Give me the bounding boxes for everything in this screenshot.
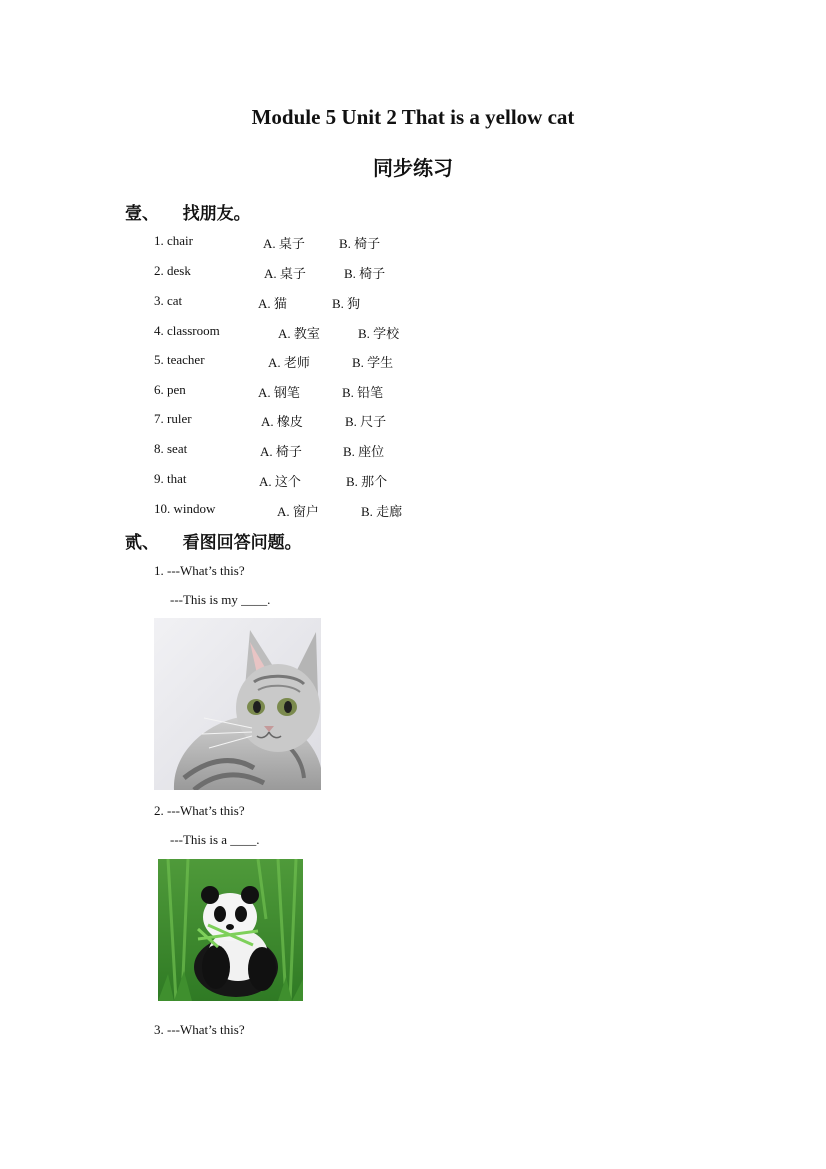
item-word: 5. teacher (154, 352, 205, 367)
cat-photo (154, 618, 321, 790)
option-b: B. 学校 (358, 326, 400, 341)
option-b: B. 椅子 (344, 266, 386, 281)
option-b: B. 尺子 (345, 414, 387, 429)
option-a: A. 钢笔 (258, 385, 300, 400)
option-a: A. 猫 (258, 296, 287, 311)
option-b: B. 学生 (352, 355, 394, 370)
item-word: 6. pen (154, 382, 186, 397)
item-word: 10. window (154, 501, 216, 516)
question-3: 3. ---What’s this? (154, 1022, 245, 1037)
option-a: A. 桌子 (263, 236, 305, 251)
option-b: B. 椅子 (339, 236, 381, 251)
answer-2: ---This is a ____. (170, 832, 260, 847)
page-title: Module 5 Unit 2 That is a yellow cat (251, 105, 575, 129)
item-word: 7. ruler (154, 411, 192, 426)
option-a: A. 这个 (259, 474, 301, 489)
item-word: 3. cat (154, 293, 183, 308)
item-word: 8. seat (154, 441, 188, 456)
item-word: 2. desk (154, 263, 191, 278)
option-a: A. 窗户 (277, 504, 319, 519)
panda-illustration (158, 859, 303, 1001)
item-word: 1. chair (154, 233, 193, 248)
cat-illustration (154, 618, 321, 790)
option-b: B. 走廊 (361, 504, 403, 519)
section-2-heading: 贰、 看图回答问题。 (125, 533, 302, 553)
option-a: A. 椅子 (260, 444, 302, 459)
item-word: 9. that (154, 471, 187, 486)
option-b: B. 铅笔 (342, 385, 384, 400)
option-b: B. 座位 (343, 444, 385, 459)
item-word: 4. classroom (154, 323, 220, 338)
question-1: 1. ---What’s this? (154, 563, 245, 578)
panda-photo (158, 859, 303, 1001)
option-b: B. 那个 (346, 474, 388, 489)
option-a: A. 桌子 (264, 266, 306, 281)
option-a: A. 教室 (278, 326, 320, 341)
answer-1: ---This is my ____. (170, 592, 271, 607)
option-a: A. 橡皮 (261, 414, 303, 429)
option-b: B. 狗 (332, 296, 361, 311)
option-a: A. 老师 (268, 355, 310, 370)
section-1-heading: 壹、 找朋友。 (125, 204, 251, 224)
page-subtitle: 同步练习 (373, 156, 453, 180)
question-2: 2. ---What’s this? (154, 803, 245, 818)
